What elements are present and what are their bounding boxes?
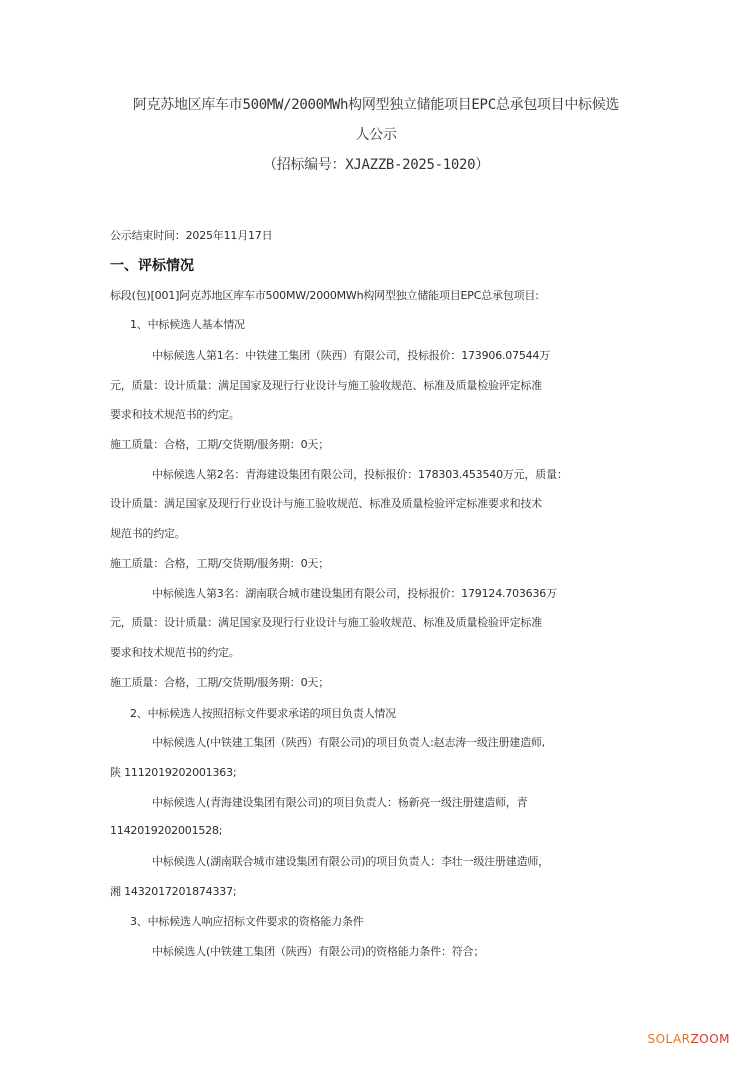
subheading-candidate-info: 1、中标候选人基本情况 <box>130 318 245 331</box>
project-manager-2-line-1: 中标候选人(青海建设集团有限公司)的项目负责人：杨新亮一级注册建造师，青 <box>152 796 528 809</box>
announce-end-time: 公示结束时间：2025年11月17日 <box>110 229 273 242</box>
qualification-1: 中标候选人(中铁建工集团（陕西）有限公司)的资格能力条件：符合； <box>152 945 485 958</box>
page-title-line1: 阿克苏地区库车市500MW/2000MWh构网型独立储能项目EPC总承包项目中标候选 <box>132 97 620 113</box>
candidate-3-line-4: 施工质量：合格，工期/交货期/服务期：0天； <box>110 676 330 689</box>
project-manager-2-line-2: 1142019202001528; <box>110 824 223 837</box>
candidate-2-line-2: 设计质量：满足国家及现行行业设计与施工验收规范、标准及质量检验评定标准要求和技术 <box>110 497 542 510</box>
candidate-1-line-4: 施工质量：合格，工期/交货期/服务期：0天； <box>110 438 330 451</box>
subheading-project-manager: 2、中标候选人按照招标文件要求承诺的项目负责人情况 <box>130 707 396 720</box>
project-manager-3-line-2: 湘 1432017201874337; <box>110 885 237 898</box>
project-manager-1-line-2: 陕 1112019202001363; <box>110 766 237 779</box>
candidate-3-line-3: 要求和技术规范书的约定。 <box>110 646 240 659</box>
candidate-1-line-2: 元，质量：设计质量：满足国家及现行行业设计与施工验收规范、标准及质量检验评定标准 <box>110 379 542 392</box>
candidate-2-line-3: 规范书的约定。 <box>110 527 186 540</box>
candidate-2-line-4: 施工质量：合格，工期/交货期/服务期：0天； <box>110 557 330 570</box>
subheading-qualification: 3、中标候选人响应招标文件要求的资格能力条件 <box>130 915 364 928</box>
candidate-3-line-2: 元，质量：设计质量：满足国家及现行行业设计与施工验收规范、标准及质量检验评定标准 <box>110 616 542 629</box>
watermark-part-solar: SOLAR <box>647 1032 691 1046</box>
candidate-1-line-1: 中标候选人第1名：中铁建工集团（陕西）有限公司，投标报价：173906.07544万 <box>152 349 551 362</box>
watermark-part-zoom: ZOOM <box>690 1032 730 1046</box>
lot-description: 标段(包)[001]阿克苏地区库车市500MW/2000MWh构网型独立储能项目EPC总承包项目: <box>110 289 539 302</box>
candidate-2-line-1: 中标候选人第2名：青海建设集团有限公司，投标报价：178303.453540万元，质量： <box>152 468 568 481</box>
solarzoom-watermark <box>647 1032 730 1046</box>
project-manager-3-line-1: 中标候选人(湖南联合城市建设集团有限公司)的项目负责人：李壮一级注册建造师， <box>152 855 549 868</box>
candidate-3-line-1: 中标候选人第3名：湖南联合城市建设集团有限公司，投标报价：179124.703636万 <box>152 587 557 600</box>
candidate-1-line-3: 要求和技术规范书的约定。 <box>110 408 240 421</box>
section-heading-evaluation: 一、评标情况 <box>110 258 194 274</box>
page-title-line2: 人公示 <box>355 127 397 143</box>
project-manager-1-line-1: 中标候选人(中铁建工集团（陕西）有限公司)的项目负责人:赵志涛一级注册建造师, <box>152 736 545 749</box>
tender-number: （招标编号：XJAZZB-2025-1020） <box>263 157 489 173</box>
